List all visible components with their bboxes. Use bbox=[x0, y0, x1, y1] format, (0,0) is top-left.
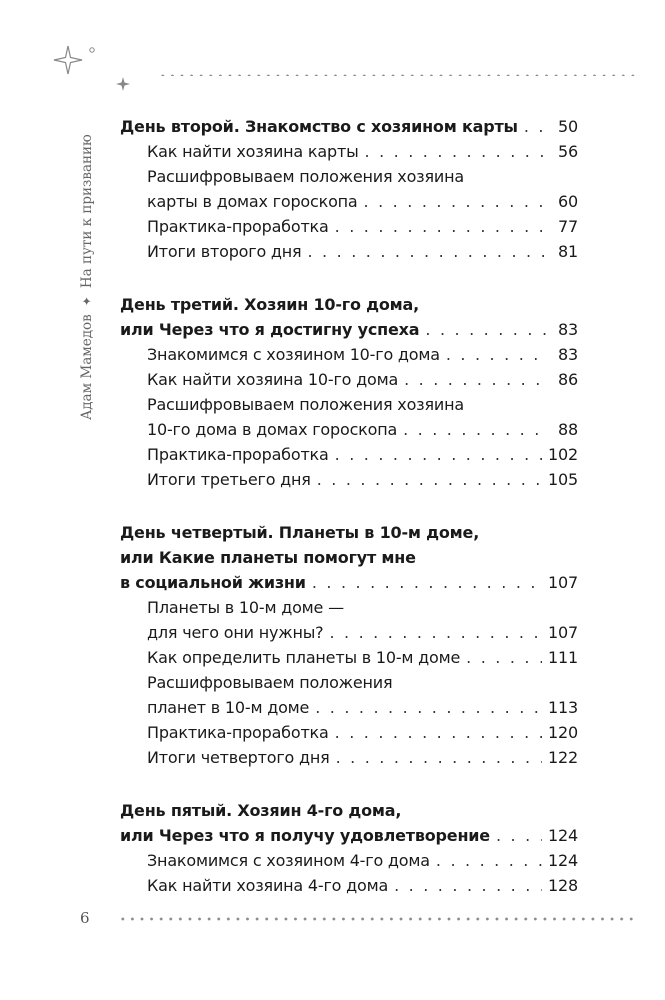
toc-chapter-entry[interactable] bbox=[120, 570, 578, 595]
toc-subentry-title: Итоги третьего дня bbox=[147, 470, 311, 489]
toc-section-day2 bbox=[120, 114, 578, 264]
toc-page-number: 60 bbox=[558, 192, 578, 211]
toc-chapter-entry[interactable] bbox=[120, 317, 578, 342]
toc-subentry[interactable] bbox=[120, 720, 578, 745]
toc-subentry-title: Знакомимся с хозяином 10-го дома bbox=[147, 345, 440, 364]
toc-chapter-entry[interactable] bbox=[120, 114, 578, 139]
toc-page-number: 83 bbox=[558, 320, 578, 339]
dot-leader bbox=[496, 823, 542, 848]
toc-chapter-title: День второй. Знакомство с хозяином карты bbox=[120, 117, 518, 136]
toc-chapter-title: в социальной жизни bbox=[120, 573, 306, 592]
toc-page-number: 102 bbox=[548, 445, 578, 464]
dot-leader bbox=[336, 745, 542, 770]
dot-leader bbox=[425, 317, 548, 342]
dot-leader bbox=[315, 695, 542, 720]
toc-page-number: 124 bbox=[548, 851, 578, 870]
toc-subentry[interactable] bbox=[120, 189, 578, 214]
toc-page-number: 122 bbox=[548, 748, 578, 767]
toc-subentry-title: карты в домах гороскопа bbox=[147, 192, 358, 211]
toc-subentry-title-line: Планеты в 10-м доме — bbox=[147, 598, 344, 617]
toc-subentry-title: Как найти хозяина 10-го дома bbox=[147, 370, 399, 389]
toc-subentry-title-line: Расшифровываем положения bbox=[147, 673, 393, 692]
dot-leader bbox=[446, 342, 548, 367]
toc-subentry[interactable] bbox=[120, 139, 578, 164]
toc-chapter-title: или Через что я достигну успеха bbox=[120, 320, 420, 339]
toc-subentry-title: Как определить планеты в 10-м доме bbox=[147, 648, 461, 667]
toc-subentry-title: Практика-проработка bbox=[147, 445, 329, 464]
sparkle-ornament-icon bbox=[48, 40, 148, 100]
toc-subentry-title: Практика-проработка bbox=[147, 217, 329, 236]
toc-subentry[interactable] bbox=[120, 417, 578, 442]
toc-chapter-title-line: День четвертый. Планеты в 10-м доме, bbox=[120, 523, 480, 542]
toc-section-day4 bbox=[120, 520, 578, 770]
toc-chapter-title: или Через что я получу удовлетворение bbox=[120, 826, 490, 845]
toc-page-number: 86 bbox=[558, 370, 578, 389]
toc-section-day5 bbox=[120, 798, 578, 898]
dot-leader bbox=[365, 139, 548, 164]
toc-subentry-title: для чего они нужны? bbox=[147, 623, 324, 642]
toc-page-number: 88 bbox=[558, 420, 578, 439]
toc-section-day3 bbox=[120, 292, 578, 492]
table-of-contents bbox=[120, 114, 578, 926]
running-head-author: Адам Мамедов bbox=[79, 314, 95, 420]
toc-subentry[interactable] bbox=[120, 645, 578, 670]
dot-leader bbox=[466, 645, 542, 670]
toc-subentry[interactable] bbox=[120, 342, 578, 367]
toc-page-number: 50 bbox=[558, 117, 578, 136]
dot-leader bbox=[335, 720, 542, 745]
dot-leader bbox=[436, 848, 542, 873]
toc-chapter-title-line: День третий. Хозяин 10-го дома, bbox=[120, 295, 419, 314]
toc-subentry-title: Как найти хозяина карты bbox=[147, 142, 359, 161]
running-head bbox=[76, 90, 98, 420]
toc-subentry[interactable] bbox=[120, 467, 578, 492]
toc-subentry[interactable] bbox=[120, 367, 578, 392]
toc-subentry-title: Знакомимся с хозяином 4-го дома bbox=[147, 851, 430, 870]
toc-chapter-entry[interactable] bbox=[120, 823, 578, 848]
dot-leader bbox=[329, 620, 542, 645]
toc-subentry[interactable] bbox=[120, 239, 578, 264]
bottom-dotted-rule bbox=[118, 917, 638, 921]
dot-leader bbox=[307, 239, 548, 264]
toc-page-number: 128 bbox=[548, 876, 578, 895]
toc-subentry-title-line: Расшифровываем положения хозяина bbox=[147, 167, 464, 186]
dot-leader bbox=[312, 570, 542, 595]
toc-page-number: 124 bbox=[548, 826, 578, 845]
dot-leader bbox=[335, 214, 548, 239]
toc-subentry-title: Практика-проработка bbox=[147, 723, 329, 742]
toc-subentry[interactable] bbox=[120, 442, 578, 467]
toc-subentry-title: Итоги четвертого дня bbox=[147, 748, 330, 767]
dot-leader bbox=[364, 189, 548, 214]
toc-subentry[interactable] bbox=[120, 695, 578, 720]
dot-leader bbox=[335, 442, 542, 467]
star-icon: ✦ bbox=[80, 296, 94, 307]
top-dotted-rule bbox=[158, 74, 638, 76]
toc-page-number: 120 bbox=[548, 723, 578, 742]
toc-page-number: 107 bbox=[548, 623, 578, 642]
toc-subentry-title: 10-го дома в домах гороскопа bbox=[147, 420, 398, 439]
toc-subentry[interactable] bbox=[120, 848, 578, 873]
toc-subentry[interactable] bbox=[120, 745, 578, 770]
toc-subentry[interactable] bbox=[120, 214, 578, 239]
dot-leader bbox=[403, 417, 548, 442]
toc-page-number: 77 bbox=[558, 217, 578, 236]
toc-page-number: 113 bbox=[548, 698, 578, 717]
toc-page-number: 81 bbox=[558, 242, 578, 261]
dot-leader bbox=[394, 873, 542, 898]
toc-subentry-title: Как найти хозяина 4-го дома bbox=[147, 876, 389, 895]
toc-subentry-title-line: Расшифровываем положения хозяина bbox=[147, 395, 464, 414]
toc-subentry-title: планет в 10-м доме bbox=[147, 698, 310, 717]
toc-page-number: 111 bbox=[548, 648, 578, 667]
running-head-book-title: На пути к призванию bbox=[79, 134, 95, 289]
toc-subentry-title: Итоги второго дня bbox=[147, 242, 302, 261]
toc-subentry[interactable] bbox=[120, 620, 578, 645]
toc-page-number: 56 bbox=[558, 142, 578, 161]
page-number: 6 bbox=[80, 909, 90, 927]
toc-subentry[interactable] bbox=[120, 873, 578, 898]
toc-page-number: 83 bbox=[558, 345, 578, 364]
toc-page-number: 107 bbox=[548, 573, 578, 592]
toc-chapter-title-line: или Какие планеты помогут мне bbox=[120, 548, 416, 567]
toc-chapter-title-line: День пятый. Хозяин 4-го дома, bbox=[120, 801, 402, 820]
dot-leader bbox=[524, 114, 548, 139]
dot-leader bbox=[317, 467, 542, 492]
toc-page-number: 105 bbox=[548, 470, 578, 489]
dot-leader bbox=[404, 367, 548, 392]
